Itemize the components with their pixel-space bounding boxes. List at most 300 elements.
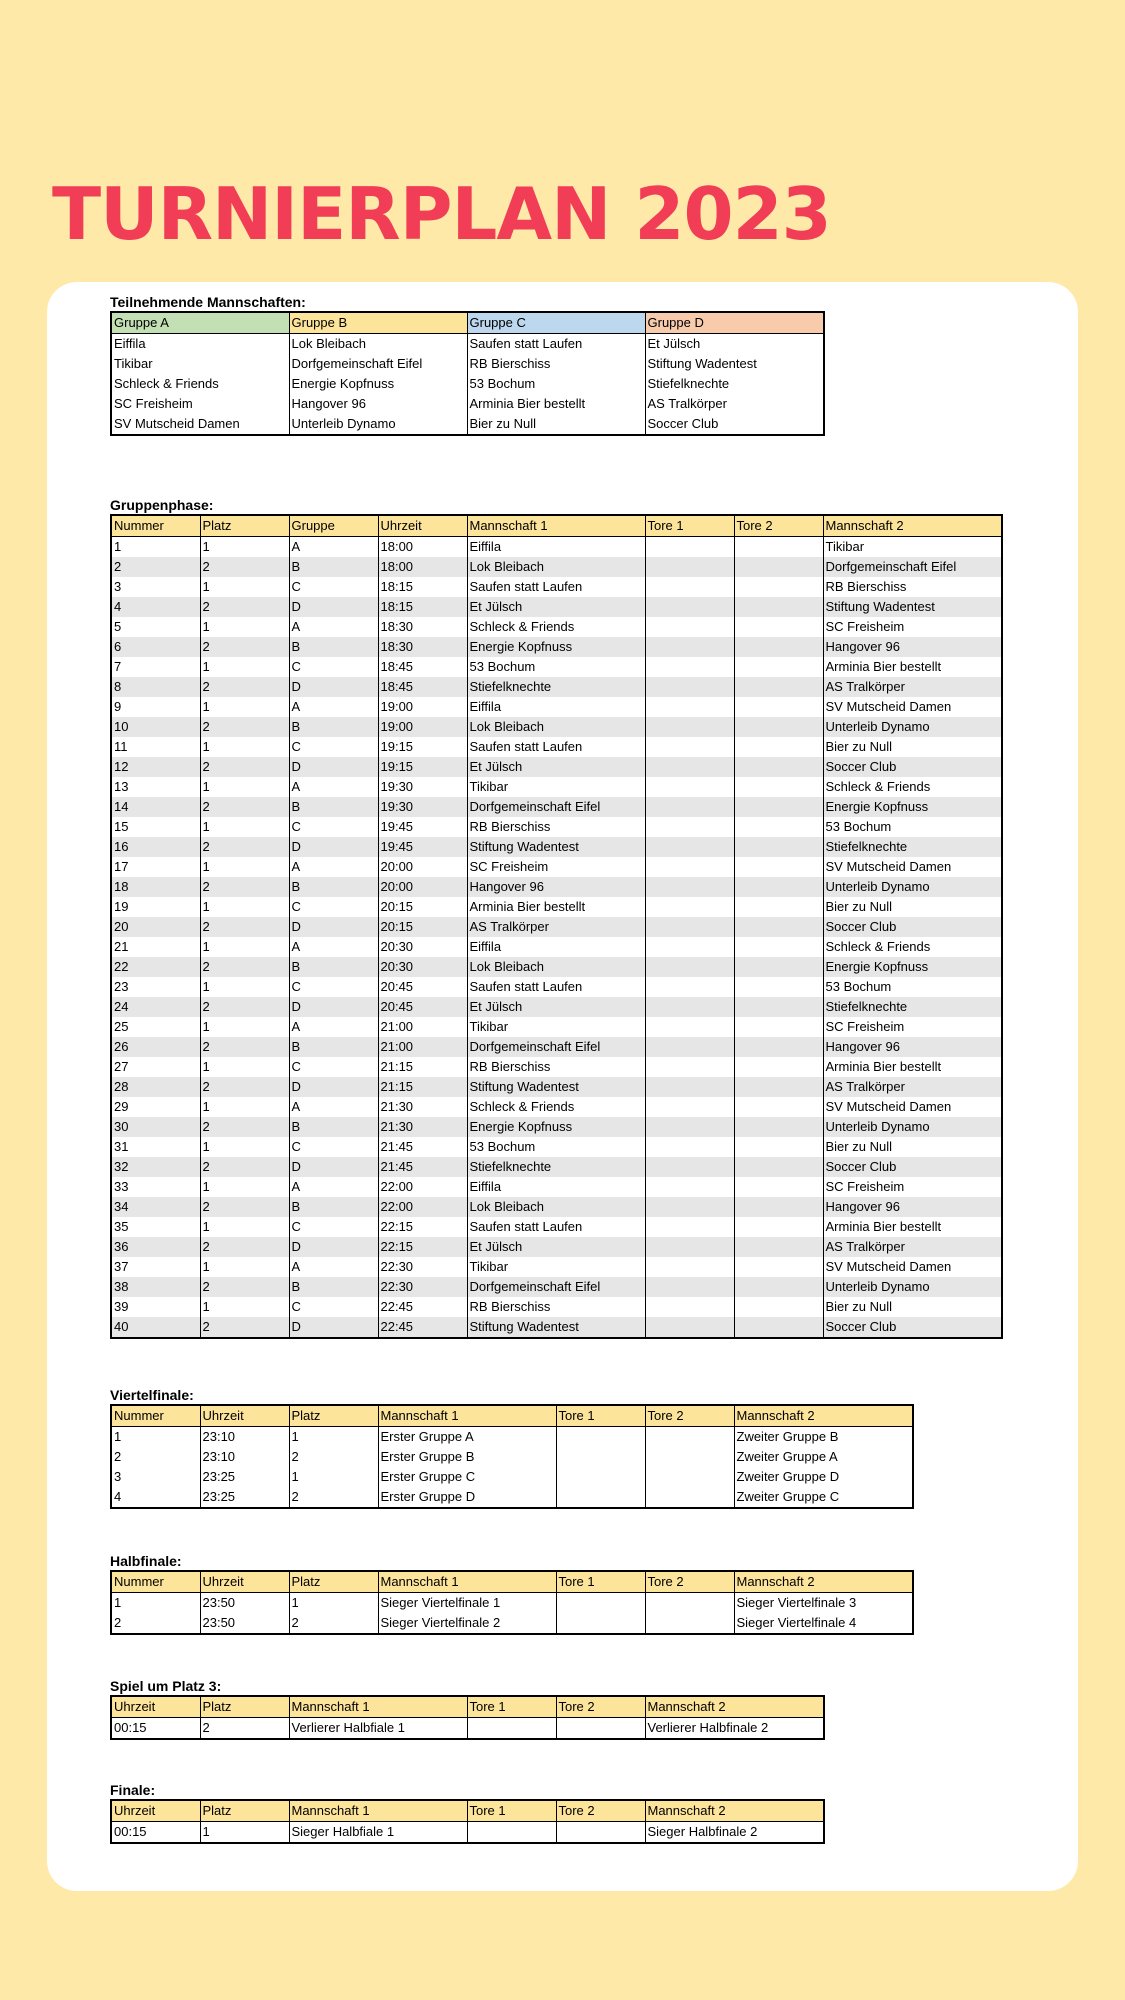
table-row — [111, 1137, 1002, 1157]
table-cell: 22:15 — [378, 1237, 467, 1257]
table-cell: 8 — [111, 677, 200, 697]
table-cell — [734, 717, 823, 737]
table-cell: Lok Bleibach — [467, 957, 645, 977]
table-row — [111, 1037, 1002, 1057]
column-header: Mannschaft 2 — [645, 1696, 824, 1718]
table-cell: Zweiter Gruppe A — [734, 1447, 913, 1467]
column-header: Tore 2 — [556, 1800, 645, 1822]
table-cell: 15 — [111, 817, 200, 837]
table-cell: Lok Bleibach — [467, 717, 645, 737]
table-cell: C — [289, 657, 378, 677]
table-cell: D — [289, 677, 378, 697]
table-cell: 1 — [289, 1427, 378, 1448]
table-cell: Sieger Viertelfinale 1 — [378, 1593, 556, 1614]
table-cell — [734, 817, 823, 837]
table-row — [111, 1237, 1002, 1257]
table-cell: 17 — [111, 857, 200, 877]
column-header: Platz — [200, 1696, 289, 1718]
table-cell: Saufen statt Laufen — [467, 334, 645, 355]
table-cell: 2 — [200, 957, 289, 977]
table-row — [111, 1467, 913, 1487]
table-cell: Stiefelknechte — [467, 677, 645, 697]
table-cell: 2 — [200, 1197, 289, 1217]
third-place-table — [110, 1695, 825, 1740]
table-row — [111, 1197, 1002, 1217]
table-cell — [645, 597, 734, 617]
table-cell: Saufen statt Laufen — [467, 577, 645, 597]
table-cell: RB Bierschiss — [467, 1297, 645, 1317]
final-table — [110, 1799, 825, 1844]
table-row — [111, 597, 1002, 617]
table-cell: Lok Bleibach — [467, 1197, 645, 1217]
table-cell — [645, 1593, 734, 1614]
table-cell: Arminia Bier bestellt — [467, 897, 645, 917]
table-cell: 23:25 — [200, 1487, 289, 1508]
table-row — [111, 857, 1002, 877]
table-cell: Tikibar — [467, 1017, 645, 1037]
table-row — [111, 1077, 1002, 1097]
table-cell: 21:15 — [378, 1057, 467, 1077]
table-cell: C — [289, 737, 378, 757]
table-cell: 23:50 — [200, 1593, 289, 1614]
table-cell: 2 — [200, 877, 289, 897]
table-cell: 11 — [111, 737, 200, 757]
table-cell: Zweiter Gruppe D — [734, 1467, 913, 1487]
table-row — [111, 1822, 824, 1844]
table-cell — [734, 1117, 823, 1137]
table-cell — [645, 677, 734, 697]
table-cell: 13 — [111, 777, 200, 797]
table-cell: 16 — [111, 837, 200, 857]
table-cell — [734, 937, 823, 957]
table-cell: 2 — [200, 1317, 289, 1338]
table-cell: 7 — [111, 657, 200, 677]
table-cell: 2 — [200, 1037, 289, 1057]
table-row — [111, 957, 1002, 977]
table-cell: RB Bierschiss — [823, 577, 1002, 597]
table-cell: 37 — [111, 1257, 200, 1277]
table-row — [111, 837, 1002, 857]
quarterfinal-section — [110, 1387, 914, 1509]
table-cell — [645, 737, 734, 757]
table-cell — [645, 1317, 734, 1338]
table-cell: 20:00 — [378, 877, 467, 897]
table-cell — [645, 977, 734, 997]
table-cell: 21 — [111, 937, 200, 957]
table-cell — [645, 877, 734, 897]
table-cell: 22 — [111, 957, 200, 977]
column-header: Uhrzeit — [111, 1800, 200, 1822]
table-cell — [645, 637, 734, 657]
column-header: Tore 2 — [556, 1696, 645, 1718]
table-cell: Arminia Bier bestellt — [823, 657, 1002, 677]
table-cell — [645, 1467, 734, 1487]
table-row — [111, 1427, 913, 1448]
table-cell: 1 — [200, 857, 289, 877]
table-row — [111, 354, 824, 374]
table-cell: Schleck & Friends — [111, 374, 289, 394]
table-cell: B — [289, 1277, 378, 1297]
column-header: Tore 1 — [556, 1405, 645, 1427]
table-cell: 1 — [200, 1017, 289, 1037]
table-cell: Energie Kopfnuss — [823, 797, 1002, 817]
table-cell — [645, 777, 734, 797]
table-cell: Sieger Viertelfinale 2 — [378, 1613, 556, 1634]
table-row — [111, 877, 1002, 897]
table-row — [111, 1157, 1002, 1177]
table-cell: A — [289, 1097, 378, 1117]
table-cell: 1 — [200, 1217, 289, 1237]
table-row — [111, 977, 1002, 997]
table-cell — [734, 1217, 823, 1237]
table-cell: 19:15 — [378, 737, 467, 757]
table-cell: Arminia Bier bestellt — [823, 1217, 1002, 1237]
table-cell: Dorfgemeinschaft Eifel — [467, 1277, 645, 1297]
table-row — [111, 937, 1002, 957]
group-stage-table — [110, 514, 1003, 1339]
column-header: Nummer — [111, 1571, 200, 1593]
table-cell: A — [289, 1257, 378, 1277]
table-cell: 1 — [200, 1137, 289, 1157]
table-cell: C — [289, 1137, 378, 1157]
table-cell: A — [289, 777, 378, 797]
table-cell — [645, 917, 734, 937]
table-cell: Sieger Viertelfinale 4 — [734, 1613, 913, 1634]
table-cell: 19:15 — [378, 757, 467, 777]
table-cell: 4 — [111, 597, 200, 617]
table-cell: Stiftung Wadentest — [467, 837, 645, 857]
table-cell — [734, 677, 823, 697]
column-header: Platz — [289, 1571, 378, 1593]
table-cell — [645, 1097, 734, 1117]
table-row — [111, 717, 1002, 737]
table-cell — [645, 1237, 734, 1257]
table-cell: 1 — [200, 657, 289, 677]
table-cell: Unterleib Dynamo — [823, 1277, 1002, 1297]
table-cell: AS Tralkörper — [823, 677, 1002, 697]
table-cell: 2 — [200, 997, 289, 1017]
table-cell: 20:00 — [378, 857, 467, 877]
table-cell: 1 — [200, 617, 289, 637]
table-row — [111, 997, 1002, 1017]
column-header: Nummer — [111, 1405, 200, 1427]
table-cell — [556, 1718, 645, 1740]
table-cell: B — [289, 637, 378, 657]
table-cell — [734, 757, 823, 777]
table-row — [111, 1277, 1002, 1297]
table-cell: 19:30 — [378, 797, 467, 817]
table-cell — [734, 1197, 823, 1217]
table-cell: 1 — [200, 897, 289, 917]
table-cell: A — [289, 857, 378, 877]
table-cell — [734, 877, 823, 897]
table-cell: D — [289, 1317, 378, 1338]
table-cell — [734, 1157, 823, 1177]
table-cell — [734, 597, 823, 617]
table-cell: 18:30 — [378, 617, 467, 637]
table-cell — [734, 617, 823, 637]
table-cell: B — [289, 717, 378, 737]
table-cell: Eiffila — [467, 1177, 645, 1197]
table-cell: 2 — [200, 637, 289, 657]
table-row — [111, 374, 824, 394]
table-cell: Stiftung Wadentest — [467, 1077, 645, 1097]
table-cell — [556, 1487, 645, 1508]
column-header: Mannschaft 1 — [467, 515, 645, 537]
table-cell: 23 — [111, 977, 200, 997]
table-cell — [645, 1217, 734, 1237]
column-header: Platz — [289, 1405, 378, 1427]
table-row — [111, 1017, 1002, 1037]
table-cell: 34 — [111, 1197, 200, 1217]
table-cell: D — [289, 1237, 378, 1257]
table-cell — [734, 697, 823, 717]
table-cell: Tikibar — [467, 1257, 645, 1277]
table-cell — [645, 857, 734, 877]
table-cell: 1 — [289, 1593, 378, 1614]
table-cell: 29 — [111, 1097, 200, 1117]
table-cell — [645, 557, 734, 577]
table-cell: Eiffila — [467, 537, 645, 558]
table-cell: 19:00 — [378, 697, 467, 717]
table-cell — [645, 577, 734, 597]
table-row — [111, 677, 1002, 697]
table-cell: Hangover 96 — [289, 394, 467, 414]
table-cell — [645, 1197, 734, 1217]
table-cell — [556, 1822, 645, 1844]
table-row — [111, 1217, 1002, 1237]
semifinal-table — [110, 1570, 914, 1635]
table-cell — [734, 1277, 823, 1297]
table-cell: 53 Bochum — [823, 977, 1002, 997]
table-cell: 1 — [200, 1097, 289, 1117]
table-cell: 3 — [111, 1467, 200, 1487]
table-cell: 18:15 — [378, 597, 467, 617]
table-cell — [734, 1317, 823, 1338]
table-cell: AS Tralkörper — [823, 1077, 1002, 1097]
column-header: Platz — [200, 1800, 289, 1822]
table-cell: 2 — [200, 1277, 289, 1297]
table-cell — [734, 537, 823, 558]
semifinal-section — [110, 1553, 914, 1635]
table-cell: C — [289, 977, 378, 997]
table-cell: A — [289, 937, 378, 957]
column-header: Mannschaft 2 — [734, 1405, 913, 1427]
table-cell: 21:00 — [378, 1037, 467, 1057]
table-cell: 21:30 — [378, 1117, 467, 1137]
table-cell: Eiffila — [111, 334, 289, 355]
table-row — [111, 414, 824, 435]
table-row — [111, 897, 1002, 917]
table-row — [111, 737, 1002, 757]
table-cell: SC Freisheim — [467, 857, 645, 877]
table-cell: 1 — [200, 977, 289, 997]
table-row — [111, 577, 1002, 597]
third-place-section — [110, 1678, 825, 1740]
table-cell: Stiefelknechte — [645, 374, 824, 394]
table-cell — [734, 997, 823, 1017]
table-cell — [734, 777, 823, 797]
table-cell — [734, 1177, 823, 1197]
table-cell: 31 — [111, 1137, 200, 1157]
column-header: Uhrzeit — [200, 1571, 289, 1593]
table-cell: A — [289, 697, 378, 717]
table-cell: 1 — [200, 1057, 289, 1077]
table-cell: AS Tralkörper — [823, 1237, 1002, 1257]
table-cell: C — [289, 1057, 378, 1077]
table-cell: 19:45 — [378, 817, 467, 837]
table-cell: Lok Bleibach — [467, 557, 645, 577]
table-cell: 1 — [200, 737, 289, 757]
table-cell — [734, 897, 823, 917]
table-cell: 1 — [111, 1427, 200, 1448]
table-cell: D — [289, 1077, 378, 1097]
column-header: Nummer — [111, 515, 200, 537]
table-cell: Hangover 96 — [467, 877, 645, 897]
table-cell: 2 — [200, 1157, 289, 1177]
table-cell: 32 — [111, 1157, 200, 1177]
table-cell: Bier zu Null — [823, 1297, 1002, 1317]
table-cell: 20:45 — [378, 977, 467, 997]
table-cell: 19:30 — [378, 777, 467, 797]
table-cell — [734, 657, 823, 677]
quarterfinal-caption: Viertelfinale: — [110, 1387, 194, 1403]
table-cell: Lok Bleibach — [289, 334, 467, 355]
table-cell: C — [289, 577, 378, 597]
table-cell: 1 — [289, 1467, 378, 1487]
table-cell: 2 — [200, 677, 289, 697]
table-cell — [645, 1297, 734, 1317]
table-cell — [645, 1277, 734, 1297]
table-cell: Unterleib Dynamo — [289, 414, 467, 435]
table-cell: Sieger Viertelfinale 3 — [734, 1593, 913, 1614]
table-cell: AS Tralkörper — [467, 917, 645, 937]
table-cell: Zweiter Gruppe B — [734, 1427, 913, 1448]
table-cell — [645, 537, 734, 558]
table-cell: 1 — [200, 817, 289, 837]
table-cell: Arminia Bier bestellt — [467, 394, 645, 414]
group-c-header: Gruppe C — [467, 312, 645, 334]
table-cell: 18:45 — [378, 657, 467, 677]
table-cell: 19:45 — [378, 837, 467, 857]
table-cell: B — [289, 1037, 378, 1057]
table-cell: 30 — [111, 1117, 200, 1137]
table-cell: 00:15 — [111, 1822, 200, 1844]
table-cell: Tikibar — [111, 354, 289, 374]
table-row — [111, 334, 824, 355]
table-cell: Stiefelknechte — [823, 997, 1002, 1017]
table-cell: Schleck & Friends — [823, 937, 1002, 957]
column-header: Uhrzeit — [378, 515, 467, 537]
table-cell — [645, 897, 734, 917]
semifinal-caption: Halbfinale: — [110, 1553, 182, 1569]
table-cell: Unterleib Dynamo — [823, 1117, 1002, 1137]
table-cell — [645, 1017, 734, 1037]
table-cell: B — [289, 1117, 378, 1137]
table-cell: D — [289, 597, 378, 617]
table-row — [111, 394, 824, 414]
column-header: Platz — [200, 515, 289, 537]
table-cell: Dorfgemeinschaft Eifel — [289, 354, 467, 374]
column-header: Mannschaft 2 — [645, 1800, 824, 1822]
table-cell: 26 — [111, 1037, 200, 1057]
table-cell: 18:00 — [378, 557, 467, 577]
table-cell: Sieger Halbfiale 1 — [289, 1822, 467, 1844]
table-cell: 18:00 — [378, 537, 467, 558]
table-cell: Hangover 96 — [823, 1037, 1002, 1057]
table-cell: C — [289, 897, 378, 917]
column-header: Tore 1 — [467, 1800, 556, 1822]
table-cell: 22:00 — [378, 1197, 467, 1217]
table-cell: 2 — [289, 1447, 378, 1467]
table-row — [111, 817, 1002, 837]
table-cell: Arminia Bier bestellt — [823, 1057, 1002, 1077]
table-cell: 53 Bochum — [467, 374, 645, 394]
table-cell — [645, 1177, 734, 1197]
table-cell: Dorfgemeinschaft Eifel — [467, 1037, 645, 1057]
table-row — [111, 1097, 1002, 1117]
table-cell: 2 — [200, 917, 289, 937]
table-cell: 1 — [200, 1257, 289, 1277]
table-cell — [645, 697, 734, 717]
table-cell — [645, 957, 734, 977]
table-cell: Et Jülsch — [645, 334, 824, 355]
table-cell: 2 — [289, 1613, 378, 1634]
table-cell — [734, 1297, 823, 1317]
table-cell: 1 — [200, 1297, 289, 1317]
column-header: Mannschaft 2 — [823, 515, 1002, 537]
table-cell: A — [289, 1017, 378, 1037]
table-cell: Soccer Club — [823, 1317, 1002, 1338]
column-header: Mannschaft 1 — [378, 1405, 556, 1427]
table-cell: 00:15 — [111, 1718, 200, 1740]
table-cell: SV Mutscheid Damen — [823, 697, 1002, 717]
table-cell: Hangover 96 — [823, 637, 1002, 657]
column-header: Mannschaft 2 — [734, 1571, 913, 1593]
table-cell — [645, 1057, 734, 1077]
table-row — [111, 1487, 913, 1508]
table-cell: 18:45 — [378, 677, 467, 697]
table-cell: Unterleib Dynamo — [823, 717, 1002, 737]
table-cell: 2 — [200, 1117, 289, 1137]
group-a-header: Gruppe A — [111, 312, 289, 334]
teams-table — [110, 311, 825, 436]
table-cell — [734, 977, 823, 997]
table-cell — [467, 1718, 556, 1740]
table-cell: 38 — [111, 1277, 200, 1297]
table-cell — [734, 1137, 823, 1157]
table-cell — [645, 817, 734, 837]
table-cell: C — [289, 817, 378, 837]
table-cell: 1 — [200, 577, 289, 597]
table-cell — [645, 1487, 734, 1508]
column-header: Tore 1 — [467, 1696, 556, 1718]
table-cell — [734, 577, 823, 597]
table-cell: A — [289, 1177, 378, 1197]
table-cell: 2 — [111, 1613, 200, 1634]
table-row — [111, 1297, 1002, 1317]
table-cell — [645, 1117, 734, 1137]
table-cell: 18:15 — [378, 577, 467, 597]
table-cell: Erster Gruppe A — [378, 1427, 556, 1448]
table-cell: SV Mutscheid Damen — [823, 1097, 1002, 1117]
table-cell: D — [289, 757, 378, 777]
table-cell: Hangover 96 — [823, 1197, 1002, 1217]
table-cell: 1 — [200, 537, 289, 558]
table-cell: Stiftung Wadentest — [645, 354, 824, 374]
table-cell: A — [289, 617, 378, 637]
table-row — [111, 1447, 913, 1467]
